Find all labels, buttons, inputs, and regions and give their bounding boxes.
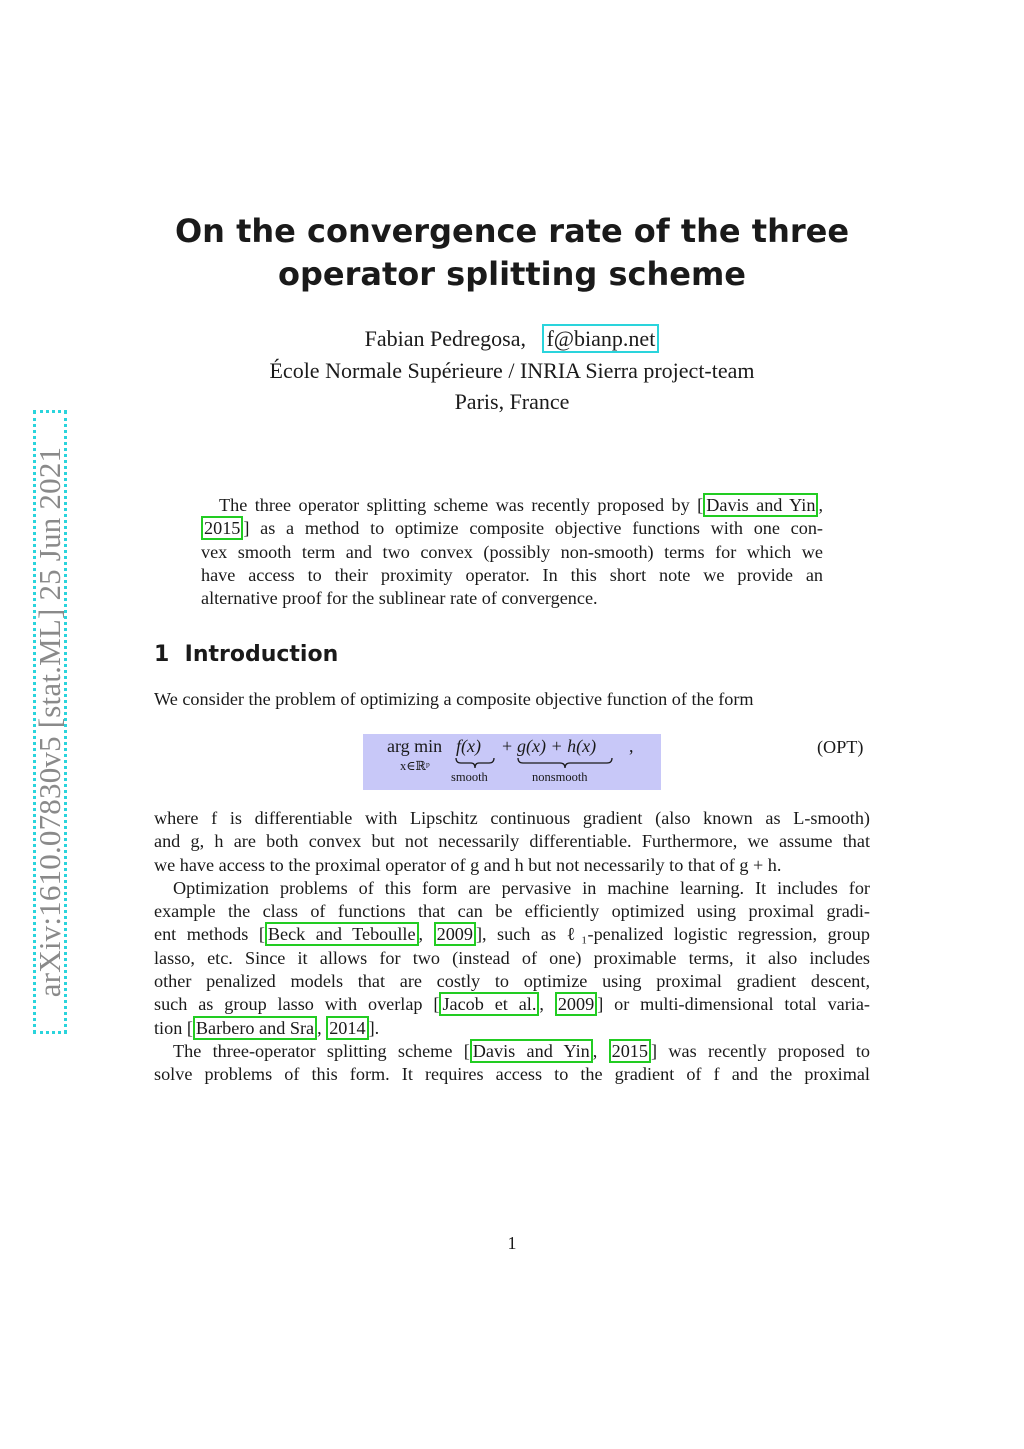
equation-comma: ,	[629, 736, 634, 756]
author-name: Fabian Pedregosa,	[364, 326, 526, 351]
abstract-line: have access to their proximity operator. In this short note we provide an	[201, 564, 823, 585]
equation-plus: +	[502, 736, 513, 756]
equation-nonsmooth-terms: g(x) + h(x)	[517, 736, 597, 756]
citation-year-link[interactable]: 2009	[555, 992, 597, 1016]
equation-box	[363, 734, 661, 790]
citation-link[interactable]: Davis and Yin	[703, 493, 818, 517]
author-email-link[interactable]: f@bianp.net	[542, 324, 659, 353]
body-line: The three-operator splitting scheme [ Davis and Yin , 2015 ] was recently proposed to	[173, 1040, 871, 1061]
equation-argmin: arg min	[387, 736, 443, 756]
section-heading	[154, 642, 338, 667]
author-location: Paris, France	[454, 389, 570, 414]
abstract-line: vex smooth term and two convex (possibly non-smooth) terms for which we	[201, 541, 823, 562]
abstract-line: alternative proof for the sublinear rate of convergence.	[201, 588, 598, 609]
title-line-2: operator splitting scheme	[278, 255, 746, 293]
body-line: example the class of functions that can be efficiently optimized using proximal gradi-	[154, 901, 870, 922]
underbrace-smooth	[455, 757, 495, 769]
abstract-line: The three operator splitting scheme was recently proposed by [ Davis and Yin ,	[219, 495, 823, 515]
citation-link[interactable]: Beck and Teboulle	[265, 922, 419, 946]
body-line: where f is differentiable with Lipschitz continuous gradient (also known as L-smooth)	[154, 808, 870, 828]
paper-title	[150, 210, 874, 296]
intro-sentence: We consider the problem of optimizing a composite objective function of the form	[154, 689, 754, 709]
page-number: 1	[507, 1233, 517, 1253]
smooth-label: smooth	[451, 770, 488, 784]
body-line: Optimization problems of this form are pervasive in machine learning. It includes for	[173, 877, 870, 898]
title-line-1: On the convergence rate of the three	[174, 212, 850, 250]
body-line: and g, h are both convex but not necessarily differentiable. Furthermore, we assume that	[154, 831, 870, 852]
author-line	[150, 325, 874, 353]
nonsmooth-label: nonsmooth	[532, 770, 588, 784]
citation-year-link[interactable]: 2015	[609, 1039, 651, 1063]
body-line: other penalized models that are costly to optimize using proximal gradient descent,	[154, 971, 870, 992]
citation-link[interactable]: Barbero and Sra	[193, 1016, 317, 1040]
author-affiliation: École Normale Supérieure / INRIA Sierra project-team	[269, 358, 755, 383]
underbrace-nonsmooth	[517, 757, 613, 769]
arxiv-identifier-stamp[interactable]: arXiv:1610.07830v5 [stat.ML] 25 Jun 2021	[33, 410, 67, 1034]
body-line: solve problems of this form. It requires access to the gradient of f and the proximal	[154, 1064, 870, 1085]
body-line: tion [ Barbero and Sra , 2014 ].	[154, 1017, 380, 1038]
equation-argmin-subscript: x∈ℝᵖ	[400, 759, 430, 773]
equation-tag: (OPT)	[817, 737, 864, 757]
citation-link[interactable]: Davis and Yin	[470, 1039, 593, 1063]
section-title: Introduction	[184, 642, 339, 667]
citation-year-link[interactable]: 2015	[201, 516, 243, 540]
abstract	[201, 494, 823, 610]
body-text	[154, 807, 870, 1087]
body-line: ent methods [ Beck and Teboulle , 2009 ], such as ℓ₁-penalized logistic regression, group	[154, 924, 870, 945]
citation-year-link[interactable]: 2009	[434, 922, 476, 946]
section-number: 1	[154, 642, 170, 667]
abstract-line: 2015 ] as a method to optimize composite objective functions with one con-	[201, 517, 823, 540]
citation-link[interactable]: Jacob et al.	[439, 992, 539, 1016]
equation-smooth-term: f(x)	[456, 736, 481, 756]
citation-year-link[interactable]: 2014	[326, 1016, 368, 1040]
body-line: we have access to the proximal operator of g and h but not necessarily to that of g + h.	[154, 854, 782, 875]
body-line: such as group lasso with overlap [ Jacob et al. , 2009 ] or multi-dimensional total varia-	[154, 994, 870, 1015]
body-line: lasso, etc. Since it allows for two (instead of one) proximable terms, it also includes	[154, 947, 870, 968]
